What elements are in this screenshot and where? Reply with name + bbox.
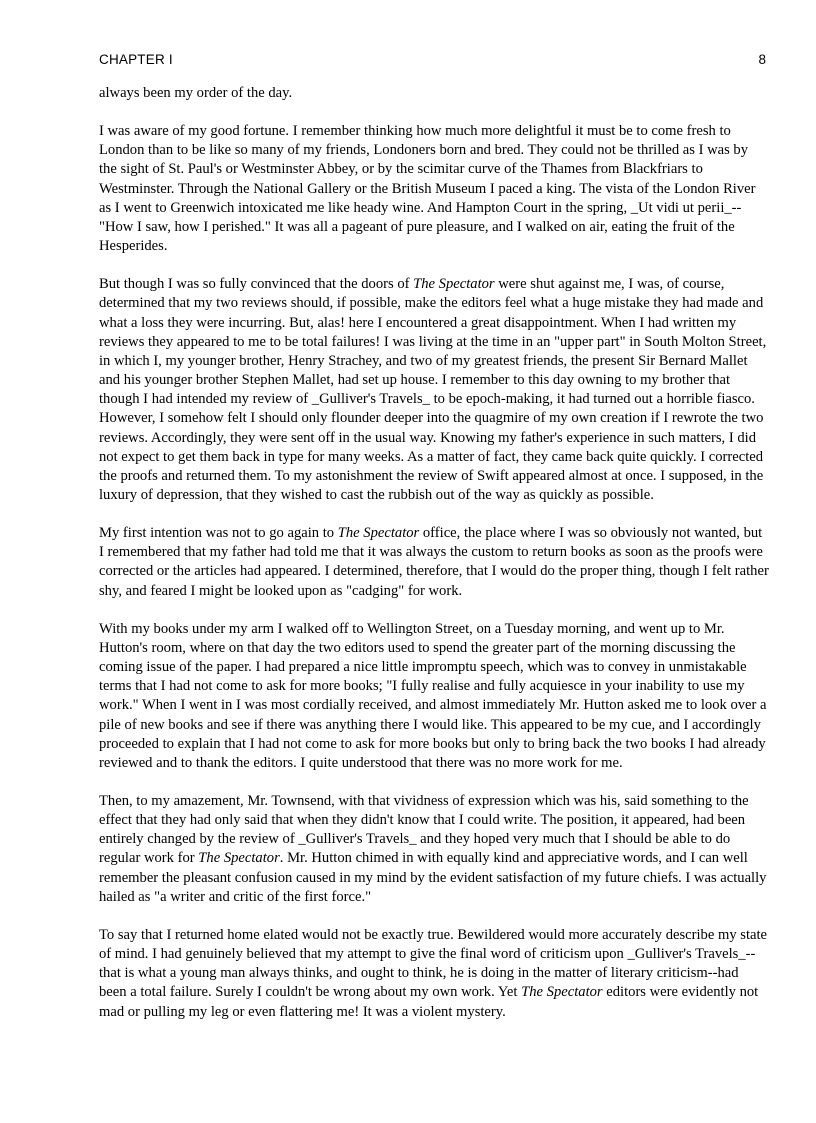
paragraph-6: Then, to my amazement, Mr. Townsend, with that vividness of expression which was his, said something to the effect that they had only said that when they didn't know that I could write. The position, it appeared, had been entirely changed by the review of _Gulliver's Travels_ and they hoped very much that I should be able to do regular work for The Spectator. Mr. Hutton chimed in with equally kind and appreciative words, and I can well remember the pleasant confusion caused in my mind by the evident satisfaction of my future chiefs. I was actually hailed as "a writer and critic of the first force." [99, 793, 767, 905]
paragraph-3: But though I was so fully convinced that the doors of The Spectator were shut against me, I was, of course, determined that my two reviews should, if possible, make the editors feel what a huge mistake they had made and what a loss they were incurring. But, alas! here I encountered a great disappointment. When I had written my reviews they appeared to me to be total failures! I was living at the time in an "upper part" in South Molton Street, in which I, my younger brother, Henry Strachey, and two of my greatest friends, the present Sir Bernard Mallet and his younger brother Stephen Mallet, had set up house. I remember to this day owning to my brother that though I had intended my review of _Gulliver's Travels_ to be epoch-making, it had turned out a horrible fiasco. However, I somehow felt I should only flounder deeper into the quagmire of my own creation if I rewrote the two reviews. Accordingly, they were sent off in the usual way. Knowing my father's experience in such matters, I did not expect to get them back in type for many weeks. As a matter of fact, they came back quite quickly. I corrected the proofs and returned them. To my astonishment the review of Swift appeared almost at once. I supposed, in the luxury of depression, that they wished to cast the rubbish out of the way as quickly as possible. [99, 276, 767, 503]
body-text [99, 84, 769, 1041]
paragraph-7: To say that I returned home elated would not be exactly true. Bewildered would more accurately describe my state of mind. I had genuinely believed that my attempt to give the final word of criticism upon _Gulliver's Travels_--that is what a young man always thinks, and ought to think, he is doing in the matter of literary criticism--had been a total failure. Surely I couldn't be wrong about my own work. Yet The Spectator editors were evidently not mad or pulling my leg or even flattering me! It was a violent mystery. [99, 926, 768, 1020]
paragraph-2: I was aware of my good fortune. I remember thinking how much more delightful it must be to come fresh to London than to be like so many of my friends, Londoners born and bred. They could not be thrilled as I was by the sight of St. Paul's or Westminster Abbey, or by the scimitar curve of the Thames from Blackfriars to Westminster. Through the National Gallery or the British Museum I paced a king. The vista of the London River as I went to Greenwich intoxicated me like heady wine. And Hampton Court in the spring, _Ut vidi ut perii_--"How I saw, how I perished." It was all a pageant of pure pleasure, and I walked on air, eating the fruit of the Hesperides. [99, 123, 756, 255]
paragraph-5: With my books under my arm I walked off to Wellington Street, on a Tuesday morning, and went up to Mr. Hutton's room, where on that day the two editors used to spend the greater part of the morning discussing the coming issue of the paper. I had prepared a nice little impromptu speech, which was to convey in unmistakable terms that I had not come to ask for more books; "I fully realise and fully acquiesce in your inability to use my work." When I went in I was most cordially received, and almost immediately Mr. Hutton asked me to look over a pile of new books and see if there was anything there I would like. This appeared to be my cue, and I accordingly proceeded to explain that I had not come to ask for more books but only to bring back the two books I had already reviewed and to thank the editors. I quite understood that there was no more work for me. [99, 620, 767, 771]
chapter-title: CHAPTER I [99, 52, 173, 67]
periodical-title: The Spectator [337, 525, 420, 542]
paragraph-1: always been my order of the day. [99, 85, 293, 101]
periodical-title: The Spectator [521, 984, 603, 1001]
periodical-title: The Spectator [413, 276, 495, 293]
running-header [99, 52, 766, 72]
paragraph-4: My first intention was not to go again to The Spectator office, the place where I was so obviously not wanted, but I remembered that my father had told me that it was always the custom to return books as soon as the proofs were corrected or the articles had appeared. I determined, therefore, that I would do the proper thing, though I felt rather shy, and feared I might be looked upon as "cadging" for work. [99, 525, 769, 599]
page-number: 8 [758, 52, 766, 67]
periodical-title: The Spectator [198, 850, 280, 867]
